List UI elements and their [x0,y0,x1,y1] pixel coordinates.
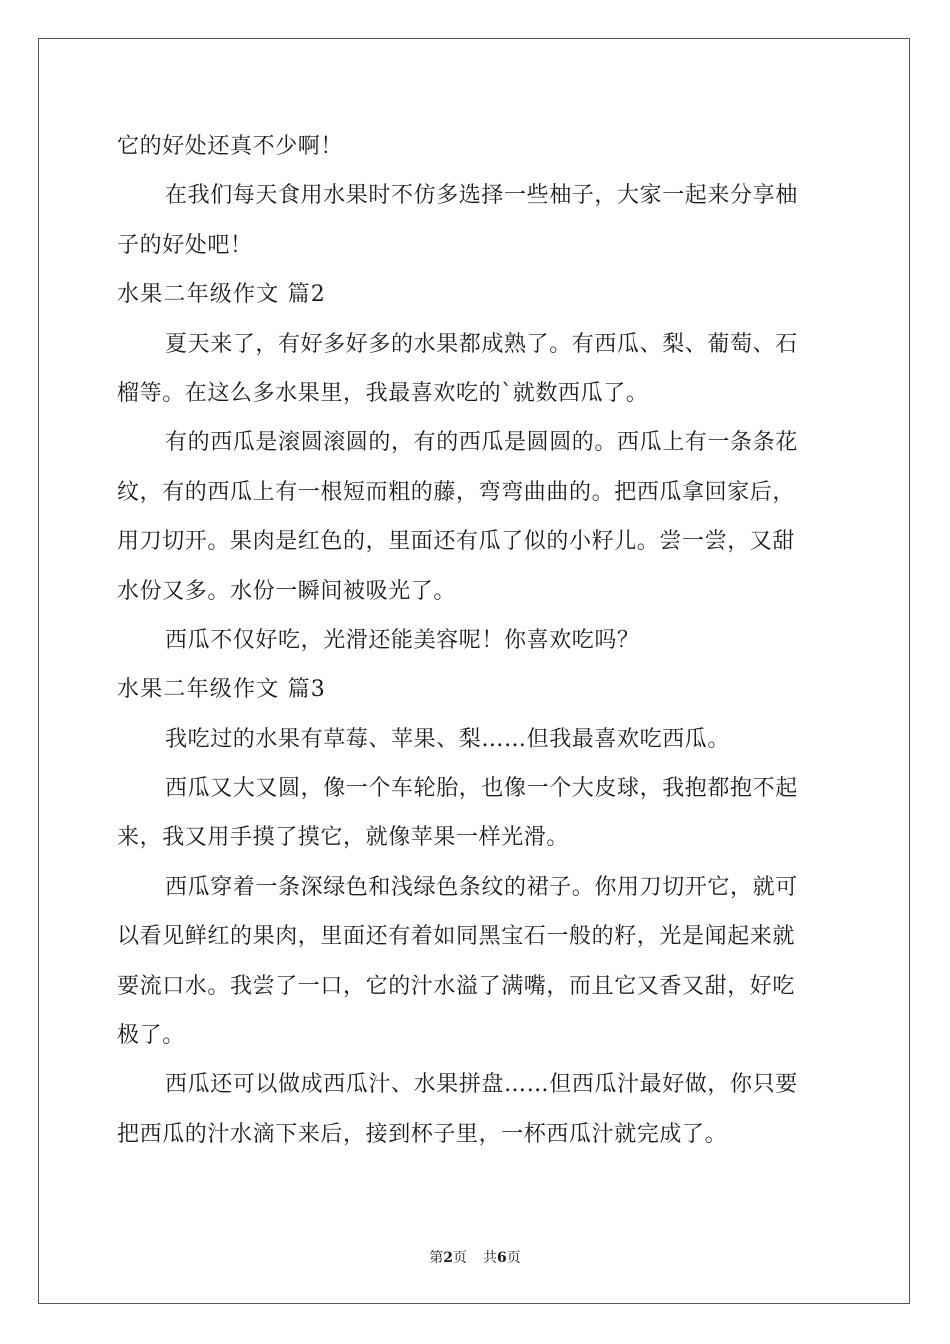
footer-page-suffix: 页 [453,1250,467,1266]
paragraph-line: 我吃过的水果有草莓、苹果、梨……但我最喜欢吃西瓜。 [165,726,731,752]
page-number-footer [0,1247,950,1267]
paragraph-line: 夏天来了，有好多好多的水果都成熟了。有西瓜、梨、葡萄、石 [165,331,798,357]
paragraph-line: 以看见鲜红的果肉，里面还有着如同黑宝石一般的籽，光是闻起来就 [117,924,796,950]
current-page-number: 2 [443,1250,453,1266]
paragraph-line: 西瓜还可以做成西瓜汁、水果拼盘……但西瓜汁最好做，你只要 [165,1072,798,1098]
paragraph-line: 榴等。在这么多水果里，我最喜欢吃的`就数西瓜了。 [117,380,649,406]
paragraph-line: 纹，有的西瓜上有一根短而粗的藤，弯弯曲曲的。把西瓜拿回家后， [117,479,796,505]
document-body [117,122,833,1159]
paragraph-line: 极了。 [117,1023,185,1049]
footer-prefix: 第 [429,1250,444,1266]
paragraph-line: 子的好处吧！ [117,232,253,258]
paragraph-line: 有的西瓜是滚圆滚圆的，有的西瓜是圆圆的。西瓜上有一条条花 [165,430,798,456]
total-page-count: 6 [497,1250,507,1266]
paragraph-line: 它的好处还真不少啊！ [117,134,344,159]
paragraph-line: 西瓜不仅好吃，光滑还能美容呢！你喜欢吃吗？ [165,627,640,653]
paragraph-line: 水份又多。水份一瞬间被吸光了。 [117,578,457,604]
paragraph-line: 西瓜又大又圆，像一个车轮胎，也像一个大皮球，我抱都抱不起 [165,776,798,802]
paragraph-line: 把西瓜的汁水滴下来后，接到杯子里，一杯西瓜汁就完成了。 [117,1121,728,1147]
footer-total-prefix: 共 [483,1250,497,1266]
paragraph-line: 在我们每天食用水果时不仿多选择一些柚子，大家一起来分享柚 [165,183,798,209]
section-heading: 水果二年级作文 篇2 [117,282,326,308]
paragraph-line: 来，我又用手摸了摸它，就像苹果一样光滑。 [117,825,570,851]
paragraph-line: 西瓜穿着一条深绿色和浅绿色条纹的裙子。你用刀切开它，就可 [165,874,798,900]
footer-total-suffix: 页 [506,1250,521,1266]
paragraph-line: 要流口水。我尝了一口，它的汁水溢了满嘴，而且它又香又甜，好吃 [117,973,796,999]
paragraph-line: 用刀切开。果肉是红色的，里面还有瓜了似的小籽儿。尝一尝，又甜 [117,529,796,555]
section-heading: 水果二年级作文 篇3 [117,677,326,703]
